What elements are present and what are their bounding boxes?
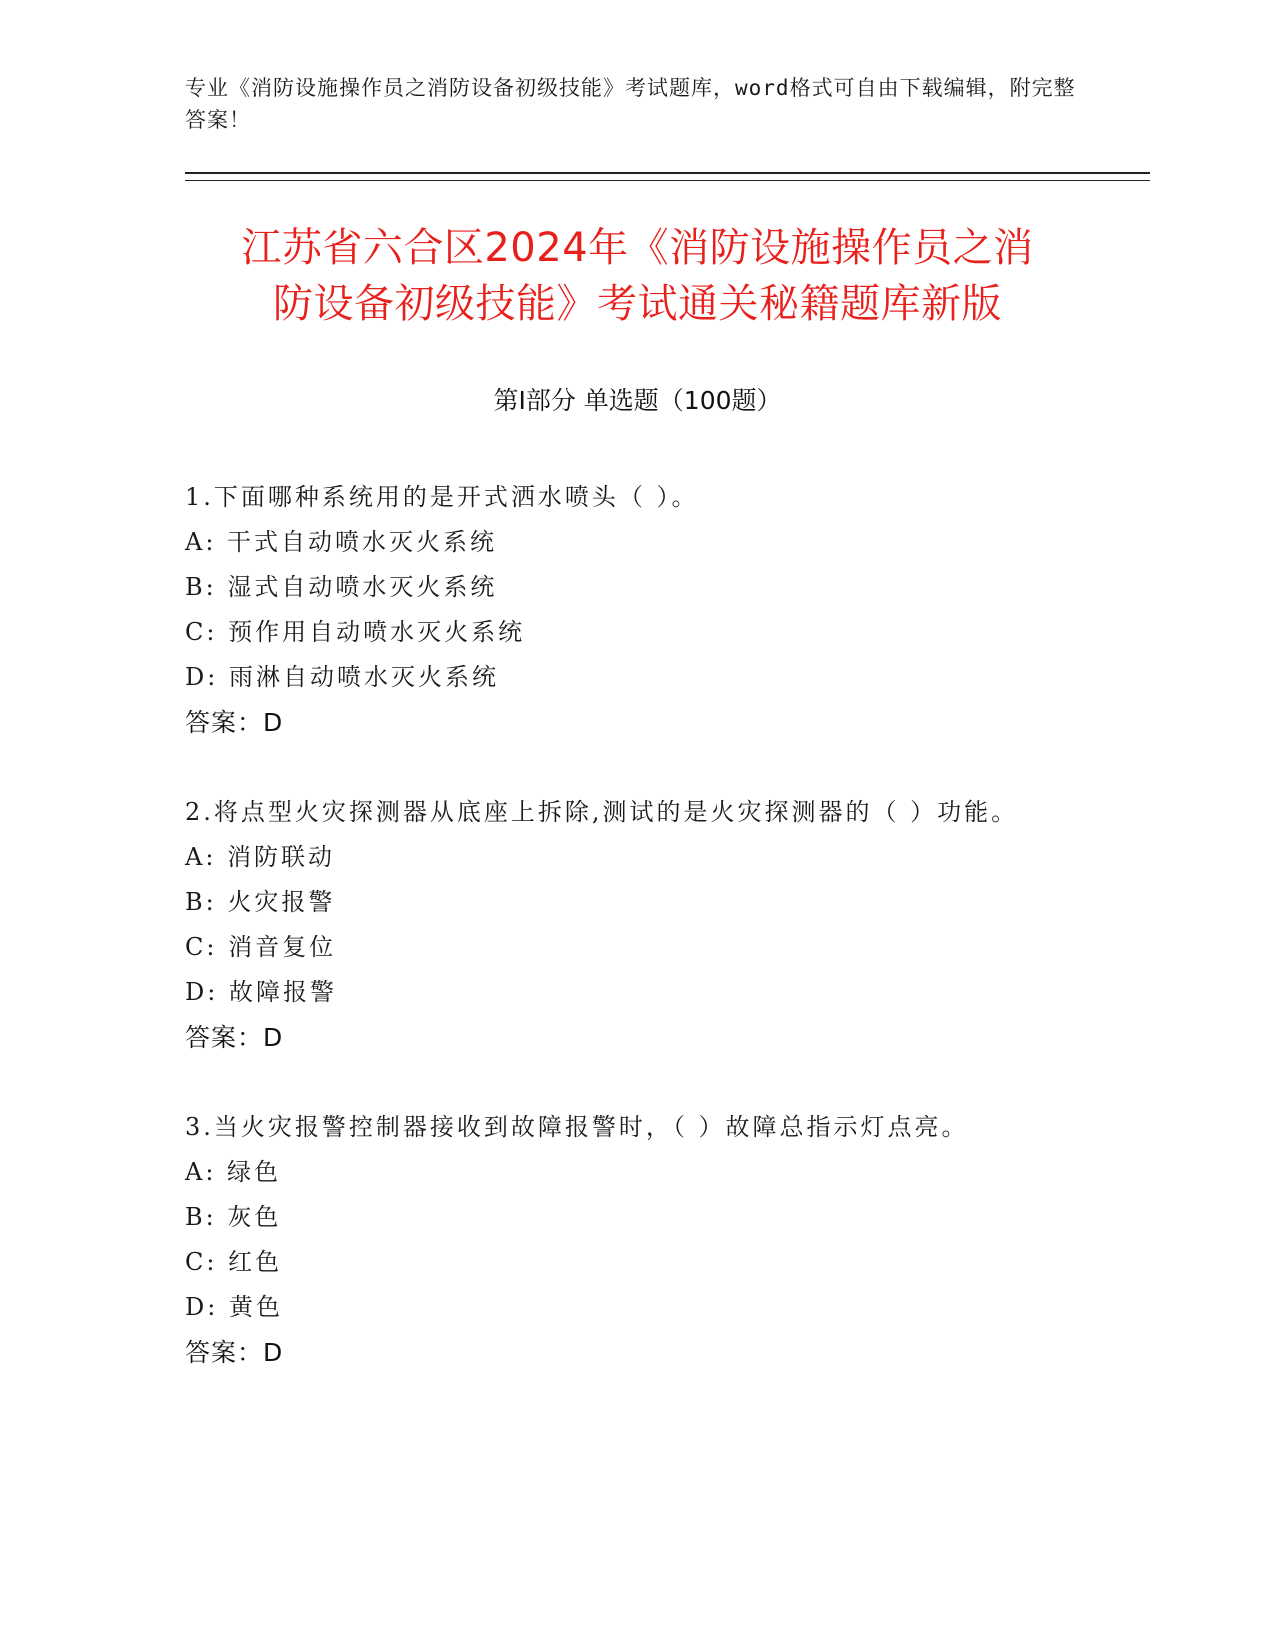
answer-line xyxy=(185,700,1085,745)
option-a: A: 干式自动喷水灭火系统 xyxy=(185,528,498,556)
section-heading: 第Ⅰ部分 单选题（100题） xyxy=(493,386,782,415)
header-note: 专业《消防设施操作员之消防设备初级技能》考试题库，word格式可自由下载编辑，附完整答案！ xyxy=(185,76,1076,132)
option-b: B: 灰色 xyxy=(185,1203,282,1231)
option-c: C: 红色 xyxy=(185,1248,283,1276)
answer-label: 答案： xyxy=(185,1023,264,1052)
question-1 xyxy=(185,474,1085,745)
option-a: A: 消防联动 xyxy=(185,843,336,871)
option-d: D: 雨淋自动喷水灭火系统 xyxy=(185,663,499,691)
option-d: D: 故障报警 xyxy=(185,978,337,1006)
option-c: C: 预作用自动喷水灭火系统 xyxy=(185,618,526,646)
document-title-line-1: 江苏省六合区2024年《消防设施操作员之消 xyxy=(241,225,1034,271)
question-text: 3.当火灾报警控制器接收到故障报警时，（ ）故障总指示灯点亮。 xyxy=(185,1113,969,1141)
document-title-line-2: 防设备初级技能》考试通关秘籍题库新版 xyxy=(273,281,1002,327)
option-d: D: 黄色 xyxy=(185,1293,283,1321)
option-b: B: 火灾报警 xyxy=(185,888,336,916)
question-3 xyxy=(185,1104,1085,1375)
answer-line xyxy=(185,1330,1085,1375)
question-text: 1.下面哪种系统用的是开式洒水喷头（ ）。 xyxy=(185,483,699,511)
answer-value: D xyxy=(263,1023,283,1052)
answer-value: D xyxy=(263,1338,283,1367)
question-text: 2.将点型火灾探测器从底座上拆除,测试的是火灾探测器的（ ）功能。 xyxy=(185,798,1019,826)
answer-label: 答案： xyxy=(185,1338,264,1367)
question-list xyxy=(185,474,1085,1419)
option-a: A: 绿色 xyxy=(185,1158,282,1186)
answer-value: D xyxy=(263,708,283,737)
option-b: B: 湿式自动喷水灭火系统 xyxy=(185,573,498,601)
header-divider xyxy=(185,172,1150,174)
document-title xyxy=(150,220,1125,332)
answer-label: 答案： xyxy=(185,708,264,737)
answer-line xyxy=(185,1015,1085,1060)
option-c: C: 消音复位 xyxy=(185,933,337,961)
question-2 xyxy=(185,789,1085,1060)
header-divider-thin xyxy=(185,180,1150,181)
